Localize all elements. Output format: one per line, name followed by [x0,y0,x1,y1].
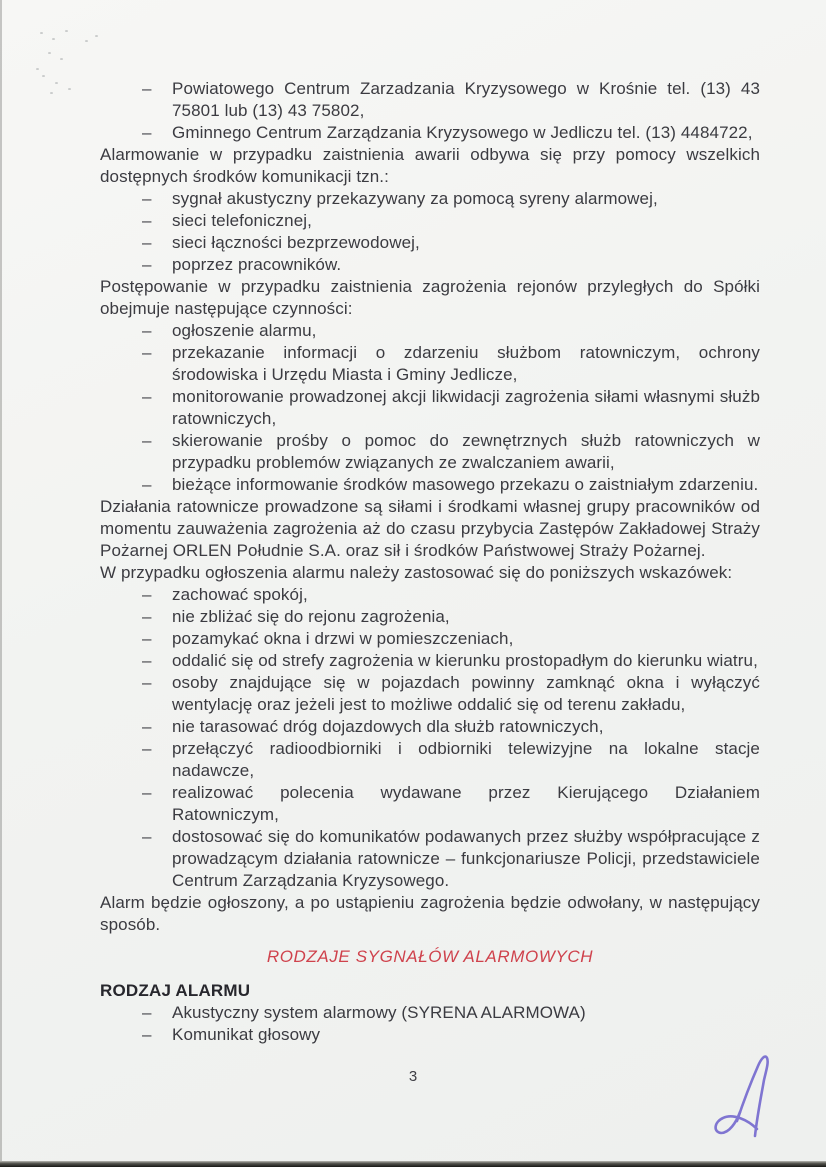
alarm-types-list [100,1002,760,1046]
alarm-type-item: – Akustyczny system alarmowy (SYRENA ALARMOWA) [100,1002,760,1024]
section-heading-alarm-signal-types: RODZAJE SYGNAŁÓW ALARMOWYCH [266,947,594,966]
guideline-item: – dostosować się do komunikatów podawanych przez służby współpracujące z prowadzącym działania ratownicze – funkcjonariusze Policji, przedstawiciele Centrum Zarządzania Kryzysowego. [100,826,760,892]
list-item: – poprzez pracowników. [100,254,760,276]
procedure-steps-list [100,320,760,496]
contact-item: – Gminnego Centrum Zarządzania Kryzysowego w Jedliczu tel. (13) 4484722, [100,122,760,144]
guideline-item: – pozamykać okna i drzwi w pomieszczeniach, [100,628,760,650]
paragraph-guidelines-intro: W przypadku ogłoszenia alarmu należy zastosować się do poniższych wskazówek: [100,563,733,582]
page-number: 3 [408,1068,418,1085]
guideline-item: – nie zbliżać się do rejonu zagrożenia, [100,606,760,628]
guideline-item: – nie tarasować dróg dojazdowych dla służb ratowniczych, [100,716,760,738]
guideline-item: – oddalić się od strefy zagrożenia w kierunku prostopadłym do kierunku wiatru, [100,650,760,672]
scan-edge-bottom [0,1161,826,1167]
crisis-contact-list [100,78,760,144]
guideline-item: – przełączyć radioodbiorniki i odbiorniki telewizyjne na lokalne stacje nadawcze, [100,738,760,782]
procedure-step: – monitorowanie prowadzonej akcji likwidacji zagrożenia siłami własnymi służb ratowniczych, [100,386,760,430]
paragraph-procedure-intro: Postępowanie w przypadku zaistnienia zagrożenia rejonów przyległych do Spółki obejmuje następujące czynności: [100,277,760,318]
scan-edge-left [0,0,2,1167]
procedure-step: – ogłoszenie alarmu, [100,320,760,342]
section-heading-alarm-type: RODZAJ ALARMU [100,981,251,1000]
procedure-step: – przekazanie informacji o zdarzeniu służbom ratowniczym, ochrony środowiska i Urzędu Miasta i Gminy Jedlicze, [100,342,760,386]
contact-item: – Powiatowego Centrum Zarzadzania Kryzysowego w Krośnie tel. (13) 43 75801 lub (13) 43 75802, [100,78,760,122]
list-item: – sygnał akustyczny przekazywany za pomocą syreny alarmowej, [100,188,760,210]
paragraph-alarm-intro: Alarmowanie w przypadku zaistnienia awarii odbywa się przy pomocy wszelkich dostępnych środków komunikacji tzn.: [100,145,760,186]
paragraph-rescue-operations: Działania ratownicze prowadzone są siłami i środkami własnej grupy pracowników od momentu zauważenia zagrożenia aż do czasu przybycia Zastępów Zakładowej Straży Pożarnej ORLEN Południe S.A. oraz sił i środków Państwowej Straży Pożarnej. [100,497,760,560]
alarm-type-item: – Komunikat głosowy [100,1024,760,1046]
procedure-step: – bieżące informowanie środków masowego przekazu o zaistniałym zdarzeniu. [100,474,760,496]
alarm-means-list [100,188,760,276]
paragraph-alarm-callout: Alarm będzie ogłoszony, a po ustąpieniu zagrożenia będzie odwołany, w następujący sposób. [100,893,760,934]
guideline-item: – osoby znajdujące się w pojazdach powinny zamknąć okna i wyłączyć wentylację oraz jeżeli jest to możliwe oddalić się od terenu zakładu, [100,672,760,716]
list-item: – sieci łączności bezprzewodowej, [100,232,760,254]
document-body [100,78,760,1046]
handwritten-signature-scribble [705,1040,815,1150]
guideline-item: – zachować spokój, [100,584,760,606]
procedure-step: – skierowanie prośby o pomoc do zewnętrznych służb ratowniczych w przypadku problemów związanych ze zwalczaniem awarii, [100,430,760,474]
guidelines-list [100,584,760,892]
list-item: – sieci telefonicznej, [100,210,760,232]
guideline-item: – realizować polecenia wydawane przez Kierującego Działaniem Ratowniczym, [100,782,760,826]
